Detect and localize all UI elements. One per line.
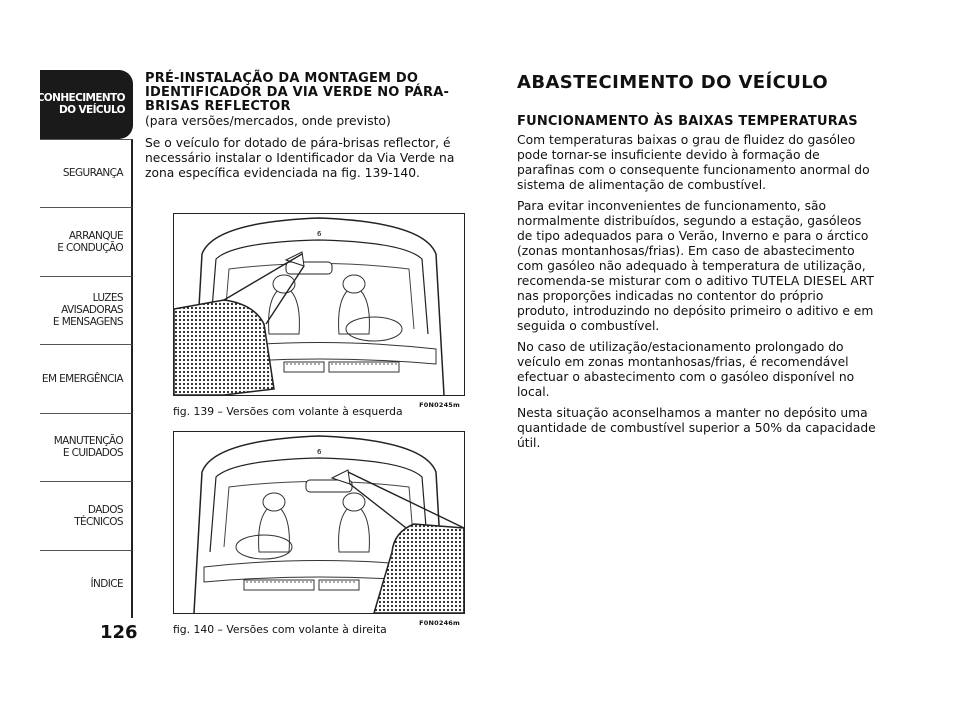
- section-paragraph: Se o veículo for dotado de pára-brisas reflector, é necessário instalar o Identificador da Via Verde na zona específica evidenciada na fig. 139-140.: [145, 136, 455, 180]
- section-subtitle: FUNCIONAMENTO ÀS BAIXAS TEMPERATURAS: [517, 114, 858, 129]
- body-paragraph: Para evitar inconvenientes de funcionamento, são normalmente distribuídos, segundo a estação, gasóleos de tipo adequados para o Verão, Inverno e para o árctico (zonas montanhosas/frias). Em caso de abastecimento com gasóleo não adequado à temperatura de utilização, recomenda-se misturar com o aditivo TUTELA DIESEL ART nas proporções indicadas no contentor do próprio produto, introduzindo no depósito primeiro o aditivo e em seguida o combustível.: [517, 199, 874, 333]
- section-subnote: (para versões/mercados, onde previsto): [145, 114, 391, 128]
- figure-140: [173, 431, 465, 627]
- right-column: [517, 72, 877, 451]
- figure-caption: fig. 139 – Versões com volante à esquerda: [173, 405, 403, 418]
- tab-dados-tecnicos[interactable]: [40, 481, 133, 550]
- tab-conhecimento-do-veiculo[interactable]: [36, 70, 133, 139]
- tab-seguranca[interactable]: [40, 139, 133, 208]
- figure-code: F0N0246m: [419, 619, 460, 627]
- tab-label: EM EMERGÊNCIA: [41, 372, 123, 385]
- figure-139: [173, 213, 465, 409]
- tab-luzes-avisadoras[interactable]: [40, 276, 133, 345]
- tab-label: ARRANQUE E CONDUÇÃO: [57, 229, 123, 254]
- section-heading: PRÉ-INSTALAÇÃO DA MONTAGEM DO IDENTIFICADOR DA VIA VERDE NO PÁRA-BRISAS REFLECTOR: [145, 71, 450, 114]
- tab-manutencao-e-cuidados[interactable]: [40, 413, 133, 482]
- tab-em-emergencia[interactable]: [40, 344, 133, 413]
- tab-label: LUZES AVISADORAS E MENSAGENS: [52, 292, 123, 329]
- body-paragraph: Nesta situação aconselhamos a manter no depósito uma quantidade de combustível superior a 50% da capacidade útil.: [517, 406, 876, 450]
- chapter-sidebar: [36, 70, 133, 618]
- figure-code: F0N0245m: [419, 401, 460, 409]
- tab-arranque-e-conducao[interactable]: [40, 207, 133, 276]
- left-column: [145, 72, 475, 181]
- tab-label: DADOS TÉCNICOS: [74, 503, 123, 528]
- tab-label: ÍNDICE: [90, 578, 123, 591]
- tab-label: CONHECIMENTO DO VEÍCULO: [36, 92, 125, 117]
- body-paragraph: No caso de utilização/estacionamento prolongado do veículo em zonas montanhosas/frias, é recomendável efectuar o abastecimento com o gasóleo disponível no local.: [517, 340, 855, 399]
- tab-indice[interactable]: [40, 550, 133, 619]
- svg-text:6: 6: [317, 448, 322, 456]
- car-interior-illustration-right: [174, 432, 464, 613]
- body-paragraph: Com temperaturas baixas o grau de fluidez do gasóleo pode tornar-se insuficiente devido à formação de parafinas com o consequente funcionamento anormal do sistema de alimentação de combustível.: [517, 133, 870, 192]
- figure-caption: fig. 140 – Versões com volante à direita: [173, 623, 387, 636]
- page-number: 126: [100, 622, 138, 643]
- tab-label: MANUTENÇÃO E CUIDADOS: [53, 435, 123, 460]
- car-interior-illustration-left: [174, 214, 464, 395]
- svg-text:6: 6: [317, 230, 322, 238]
- tab-label: SEGURANÇA: [62, 167, 123, 180]
- page-title: ABASTECIMENTO DO VEÍCULO: [517, 72, 829, 93]
